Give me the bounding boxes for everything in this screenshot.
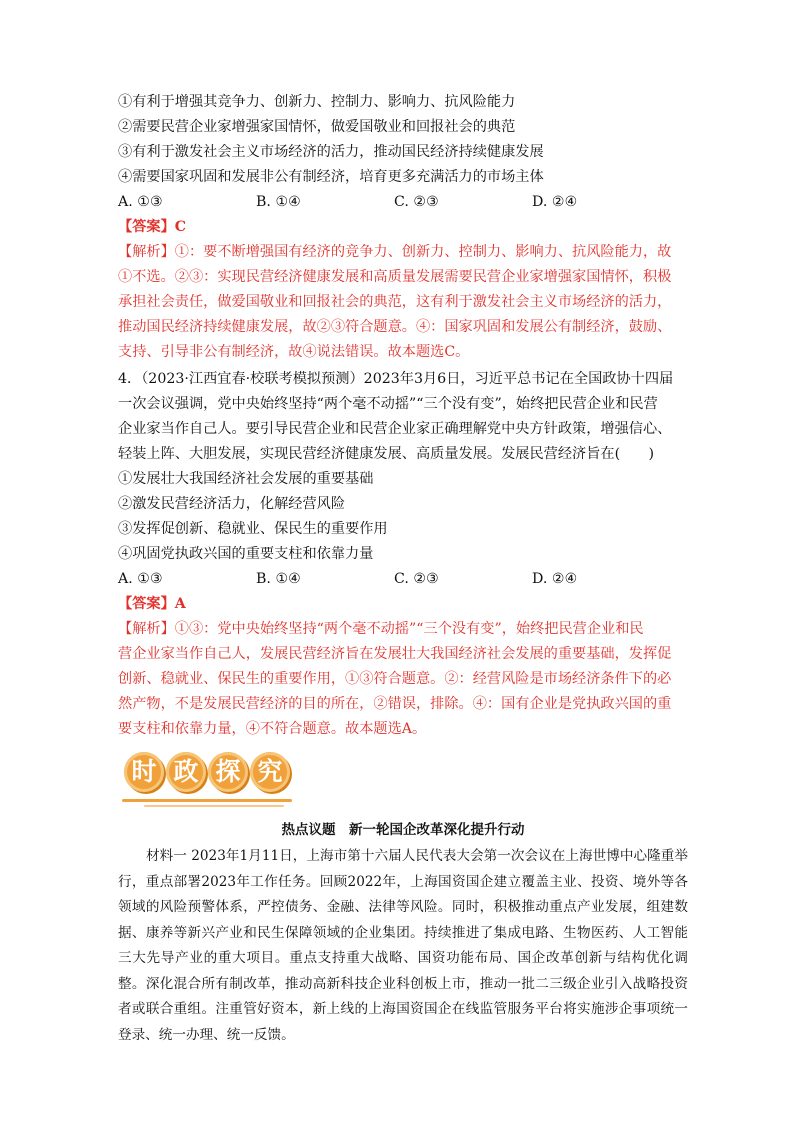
q3-option-a: A. ①③	[118, 194, 163, 210]
q4-stem-line: 企业家当作自己人。要引导民营企业和民营企业家正确理解党中央方针政策，增强信心、	[118, 421, 672, 437]
q3-analysis-line: 支持、引导非公有制经济，故④说法错误。故本题选C。	[118, 344, 470, 360]
q3-analysis-line: 承担社会责任，做爱国敬业和回报社会的典范，这有利于激发社会主义市场经济的活力，	[118, 294, 672, 310]
material-paragraph: 材料一 2023年1月11日，上海市第十六届人民代表大会第一次会议在上海世博中心隆重举行，重点部署2023年工作任务。回顾2022年，上海国资国企建立覆盖主业、投资、境外等各领域的风险预警体系，严控债务、金融、法律等风险。同时，积极推动重点产业发展，组建数据、康养等新兴产业和民生保障领域的企业集团。持续推进了集成电路、生物医药、人工智能三大先导产业的重大项目。重点支持重大战略、国资功能布局、国企改革创新与结构优化调整。深化混合所有制改革，推动高新科技企业科创板上市，推动一批二三级企业引入战略投资者或联合重组。注重管好资本，新上线的上海国资国企在线监管服务平台将实施涉企事项统一登录、统一办理、统一反馈。	[118, 848, 688, 1043]
q4-analysis-line: 创新、稳就业、保民生的重要作用，①③符合题意。②：经营风险是市场经济条件下的必	[118, 671, 672, 687]
q3-statement-1: ①有利于增强其竞争力、创新力、控制力、影响力、抗风险能力	[118, 94, 516, 110]
q3-statements	[118, 90, 688, 190]
q3-option-b: B. ①④	[256, 194, 301, 210]
q4-option-a: A. ①③	[118, 571, 163, 587]
q4-stem-line: 4．（2023·江西宜春·校联考模拟预测）2023年3月6日，习近平总书记在全国政协十四届	[118, 371, 674, 387]
q3-answer: 【答案】C	[118, 219, 187, 235]
q4-statement-4: ④巩固党执政兴国的重要支柱和依靠力量	[118, 546, 374, 562]
banner-underline	[144, 805, 284, 807]
q4-analysis-line: 【解析】①③：党中央始终坚持“两个毫不动摇”“三个没有变”，始终把民营企业和民	[118, 621, 644, 637]
q3-option-d: D. ②④	[532, 194, 578, 210]
section-banner	[118, 748, 688, 814]
q3-analysis-line: 推动国民经济持续健康发展，故②③符合题意。④：国家巩固和发展公有制经济，鼓励、	[118, 319, 672, 335]
q4-statement-2: ②激发民营经济活力，化解经营风险	[118, 496, 346, 512]
q4-analysis-line: 要支柱和依靠力量，④不符合题意。故本题选A。	[118, 721, 427, 737]
banner-char: 时	[124, 752, 164, 792]
q4-stem-line: 轻装上阵、大胆发展，实现民营经济健康发展、高质量发展。发展民营经济旨在( )	[118, 446, 655, 462]
q4-statement-1: ①发展壮大我国经济社会发展的重要基础	[118, 471, 374, 487]
banner-char: 探	[208, 752, 248, 792]
q4-statements	[118, 467, 688, 567]
q3-analysis-line: ①不选。②③：实现民营经济健康发展和高质量发展需要民营企业家增强家国情怀，积极	[118, 269, 672, 285]
q3-statement-3: ③有利于激发社会主义市场经济的活力，推动国民经济持续健康发展	[118, 144, 544, 160]
section-title: 热点议题 新一轮国企改革深化提升行动	[281, 822, 525, 838]
q4-options	[118, 567, 688, 592]
q4-statement-3: ③发挥促创新、稳就业、保民生的重要作用	[118, 521, 388, 537]
q3-options	[118, 190, 688, 215]
banner-underline	[122, 799, 292, 802]
q4-stem	[118, 367, 688, 467]
q4-analysis	[118, 617, 688, 742]
banner-char: 政	[166, 752, 206, 792]
q4-stem-line: 一次会议强调，党中央始终坚持“两个毫不动摇”“三个没有变”，始终把民营企业和民营	[118, 396, 658, 412]
q4-option-b: B. ①④	[256, 571, 301, 587]
q4-option-d: D. ②④	[532, 571, 578, 587]
q3-analysis	[118, 240, 688, 365]
q3-statement-2: ②需要民营企业家增强家国情怀，做爱国敬业和回报社会的典范	[118, 119, 516, 135]
q3-statement-4: ④需要国家巩固和发展非公有制经济，培育更多充满活力的市场主体	[118, 169, 544, 185]
q4-analysis-line: 然产物，不是发展民营经济的目的所在，②错误，排除。④：国有企业是党执政兴国的重	[118, 696, 672, 712]
q4-answer: 【答案】A	[118, 596, 186, 612]
banner-char: 究	[250, 752, 290, 792]
document-page	[118, 90, 688, 1048]
q3-analysis-line: 【解析】①：要不断增强国有经济的竞争力、创新力、控制力、影响力、抗风险能力，故	[118, 244, 672, 260]
q4-analysis-line: 营企业家当作自己人，发展民营经济旨在发展壮大我国经济社会发展的重要基础，发挥促	[118, 646, 672, 662]
q3-option-c: C. ②③	[394, 194, 439, 210]
q4-option-c: C. ②③	[394, 571, 439, 587]
